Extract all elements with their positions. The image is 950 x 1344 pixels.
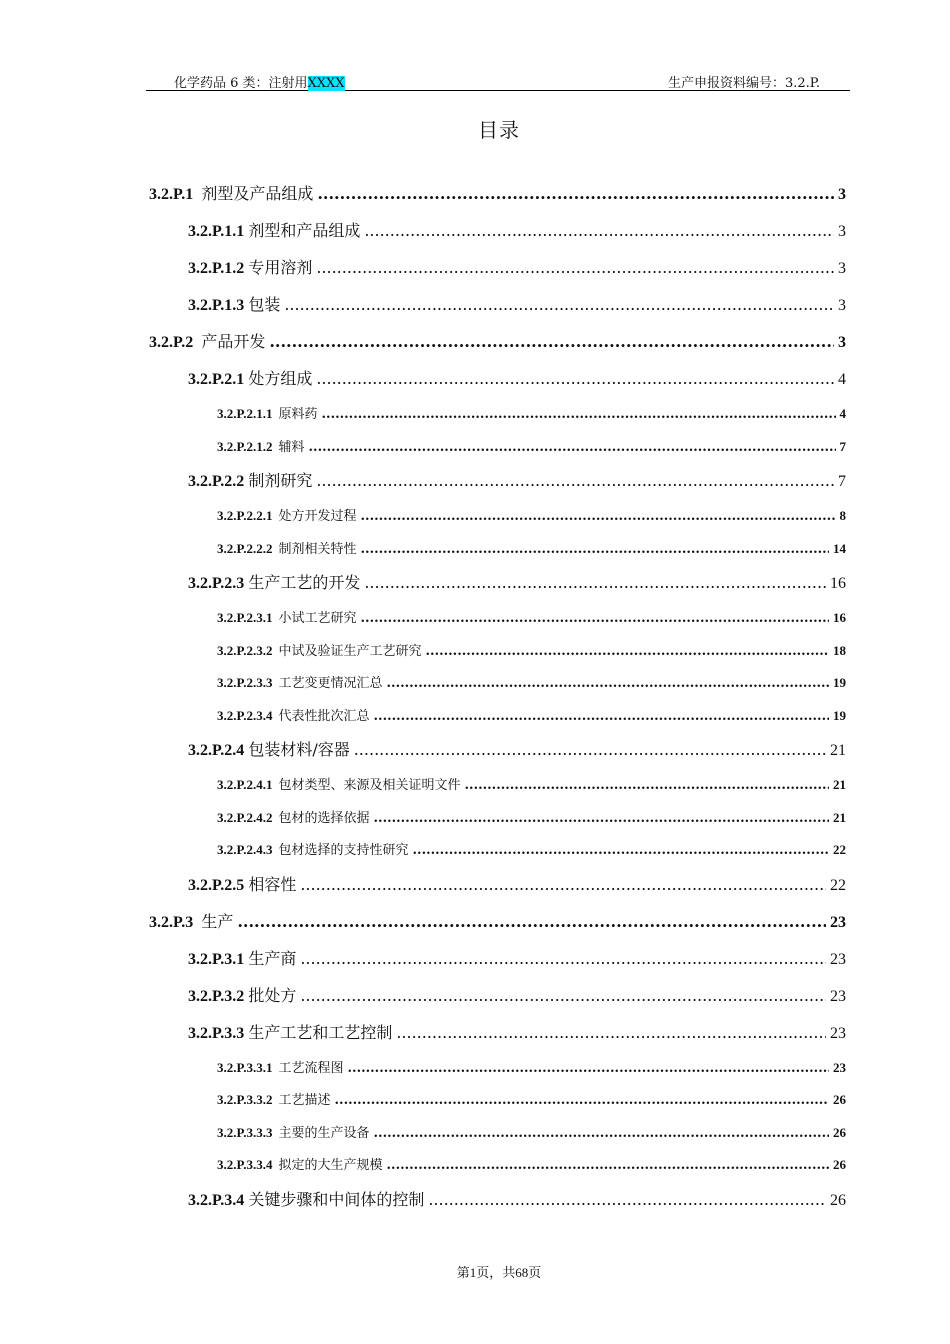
toc-entry-page: 21 — [830, 742, 846, 759]
toc-entry-page: 26 — [833, 1092, 846, 1107]
toc-leader-dots — [374, 709, 829, 724]
toc-entry-title: 制剂研究 — [248, 471, 313, 490]
toc-entry-title: 剂型及产品组成 — [201, 184, 314, 203]
toc-entry-page: 26 — [833, 1124, 846, 1140]
toc-leader-dots — [364, 221, 834, 240]
toc-entry[interactable] — [188, 737, 846, 774]
toc-entry-page: 22 — [833, 842, 846, 857]
toc-entry[interactable] — [188, 468, 846, 505]
toc-entry-page: 3 — [838, 223, 846, 240]
toc-leader-dots — [374, 811, 829, 826]
toc-entry-page: 4 — [838, 371, 846, 388]
toc-entry-page: 18 — [833, 642, 846, 658]
toc-entry-page: 16 — [833, 610, 846, 625]
header-product-name: XXXX — [307, 76, 345, 91]
toc-entry-title: 关键步骤和中间体的控制 — [248, 1189, 425, 1209]
toc-entry-number: 3.2.P.2.3.4 — [217, 707, 273, 723]
toc-entry-page: 3 — [838, 297, 846, 314]
toc-entry-number: 3.2.P.2.2.1 — [217, 508, 273, 523]
toc-entry-number: 3.2.P.2.3.3 — [217, 675, 273, 690]
toc-entry[interactable] — [217, 807, 846, 840]
page-footer: 第1页，共68页 — [456, 1265, 542, 1280]
toc-entry-title: 处方组成 — [248, 369, 313, 388]
toc-leader-dots — [413, 843, 829, 858]
toc-entry-number: 3.2.P.2.4.3 — [217, 842, 273, 857]
toc-entry-page: 23 — [830, 1024, 846, 1042]
toc-entry-number: 3.2.P.3.3 — [188, 1024, 245, 1042]
page-title: 目录 — [478, 118, 520, 142]
toc-leader-dots — [300, 949, 826, 968]
toc-entry-title: 主要的生产设备 — [278, 1125, 370, 1141]
toc-leader-dots — [237, 912, 826, 931]
toc-entry-number: 3.2.P.2.1.2 — [217, 438, 273, 454]
toc-entry-page: 23 — [830, 950, 846, 968]
toc-entry-page: 19 — [833, 707, 846, 723]
toc-entry[interactable] — [188, 872, 846, 909]
toc-entry-page: 7 — [839, 438, 846, 454]
toc-entry-page: 23 — [830, 913, 846, 931]
toc-entry-title: 剂型和产品组成 — [248, 221, 361, 240]
toc-entry-number: 3.2.P.2.1.1 — [217, 406, 273, 421]
toc-entry-title: 包材类型、来源及相关证明文件 — [278, 778, 461, 793]
toc-leader-dots — [317, 184, 834, 203]
toc-entry-number: 3.2.P.2.1 — [188, 371, 245, 388]
toc-entry-page: 22 — [830, 876, 846, 894]
toc-entry[interactable] — [217, 774, 846, 807]
toc-leader-dots — [364, 573, 826, 592]
toc-entry[interactable] — [188, 570, 846, 607]
toc-entry[interactable] — [217, 1089, 846, 1122]
toc-entry-number: 3.2.P.2.3 — [188, 575, 245, 592]
toc-entry-title: 原料药 — [278, 407, 318, 422]
toc-entry[interactable] — [217, 705, 846, 738]
toc-entry[interactable] — [149, 329, 846, 366]
toc-entry-title: 工艺变更情况汇总 — [278, 676, 383, 691]
toc-entry-page: 23 — [833, 1059, 846, 1075]
toc-entry[interactable] — [188, 366, 846, 403]
toc-entry-number: 3.2.P.3.3.3 — [217, 1124, 273, 1140]
toc-entry-title: 批处方 — [248, 985, 297, 1005]
toc-entry-number: 3.2.P.1.2 — [188, 260, 245, 277]
toc-entry-page: 4 — [839, 406, 846, 421]
toc-entry-number: 3.2.P.3 — [149, 913, 194, 931]
toc-leader-dots — [387, 676, 829, 691]
toc-entry[interactable] — [217, 403, 846, 436]
toc-entry-number: 3.2.P.2.3.2 — [217, 642, 273, 658]
toc-entry-number: 3.2.P.3.2 — [188, 987, 245, 1005]
header-left — [174, 72, 345, 91]
toc-entry-title: 生产 — [201, 911, 234, 931]
toc-entry-number: 3.2.P.3.3.1 — [217, 1059, 273, 1075]
toc-entry[interactable] — [217, 505, 846, 538]
toc-entry-title: 包材选择的支持性研究 — [278, 843, 409, 858]
toc-entry-number: 3.2.P.3.1 — [188, 950, 245, 968]
toc-entry-page: 23 — [830, 987, 846, 1005]
toc-entry[interactable] — [149, 909, 846, 946]
toc-entry[interactable] — [188, 218, 846, 255]
toc-entry[interactable] — [149, 181, 846, 218]
toc-entry-number: 3.2.P.1.1 — [188, 223, 245, 240]
toc-leader-dots — [316, 471, 834, 490]
toc-entry-title: 中试及验证生产工艺研究 — [278, 643, 422, 659]
toc-entry-page: 3 — [838, 334, 846, 351]
toc-entry-title: 生产工艺的开发 — [248, 573, 361, 592]
toc-leader-dots — [309, 440, 836, 455]
toc-entry-title: 小试工艺研究 — [278, 611, 357, 626]
toc-entry-title: 包装材料/容器 — [248, 740, 350, 759]
toc-entry-title: 工艺流程图 — [278, 1060, 344, 1076]
toc-leader-dots — [284, 295, 834, 314]
toc-entry[interactable] — [217, 1057, 846, 1090]
toc-entry[interactable] — [217, 1154, 846, 1187]
toc-entry-page: 26 — [830, 1191, 846, 1209]
toc-entry-number: 3.2.P.2.3.1 — [217, 610, 273, 625]
toc-entry-title: 专用溶剂 — [248, 258, 313, 277]
toc-entry[interactable] — [217, 607, 846, 640]
toc-entry-number: 3.2.P.2.5 — [188, 876, 245, 894]
toc-entry[interactable] — [217, 640, 846, 673]
toc-entry-number: 3.2.P.3.3.4 — [217, 1157, 273, 1172]
toc-entry-page: 3 — [838, 186, 846, 203]
toc-entry-title: 工艺描述 — [278, 1093, 331, 1108]
toc-entry-page: 21 — [833, 777, 846, 792]
toc-leader-dots — [426, 644, 829, 659]
toc-leader-dots — [361, 509, 836, 524]
toc-entry-title: 拟定的大生产规模 — [278, 1158, 383, 1173]
toc-entry[interactable] — [217, 538, 846, 571]
toc-leader-dots — [348, 1061, 829, 1076]
toc-entry-number: 3.2.P.2 — [149, 334, 194, 351]
header-doc-type: 化学药品 6 类：注射用 — [174, 76, 308, 91]
toc-entry[interactable] — [188, 292, 846, 329]
toc-entry-title: 处方开发过程 — [278, 509, 357, 524]
toc-entry-page: 26 — [833, 1157, 846, 1172]
toc-entry-page: 14 — [833, 540, 846, 556]
toc-entry[interactable] — [188, 1020, 846, 1057]
toc-entry[interactable] — [188, 983, 846, 1020]
toc-leader-dots — [269, 332, 834, 351]
toc-leader-dots — [354, 740, 826, 759]
toc-entry[interactable] — [188, 946, 846, 983]
toc-entry-number: 3.2.P.3.4 — [188, 1191, 245, 1209]
toc-entry-title: 生产商 — [248, 948, 297, 968]
toc-entry-number: 3.2.P.2.4.2 — [217, 809, 273, 825]
toc-entry-number: 3.2.P.2.2 — [188, 473, 245, 490]
toc-entry[interactable] — [217, 839, 846, 872]
toc-leader-dots — [428, 1190, 826, 1209]
toc-entry-number: 3.2.P.2.4 — [188, 742, 245, 759]
toc-entry-page: 3 — [838, 260, 846, 277]
toc-leader-dots — [361, 542, 829, 557]
header-doc-number: 生产申报资料编号：3.2.P. — [667, 76, 820, 91]
toc-entry[interactable] — [217, 672, 846, 705]
toc-entry-number: 3.2.P.1.3 — [188, 297, 245, 314]
toc-entry-page: 19 — [833, 675, 846, 690]
toc-entry[interactable] — [188, 1187, 846, 1224]
toc-entry-title: 相容性 — [248, 874, 297, 894]
toc-entry-page: 16 — [830, 575, 846, 592]
table-of-contents — [0, 181, 950, 1224]
toc-entry-title: 包装 — [248, 295, 281, 314]
toc-leader-dots — [374, 1126, 829, 1141]
toc-entry-number: 3.2.P.2.2.2 — [217, 540, 273, 556]
toc-entry[interactable] — [188, 255, 846, 292]
toc-entry-title: 制剂相关特性 — [278, 541, 357, 557]
toc-entry-number: 3.2.P.3.3.2 — [217, 1092, 273, 1107]
toc-entry-title: 生产工艺和工艺控制 — [248, 1022, 393, 1042]
toc-entry-page: 7 — [838, 473, 846, 490]
toc-leader-dots — [396, 1023, 826, 1042]
toc-leader-dots — [335, 1093, 829, 1108]
toc-entry-page: 21 — [833, 809, 846, 825]
toc-entry-title: 代表性批次汇总 — [278, 708, 370, 724]
toc-leader-dots — [300, 875, 826, 894]
page-header — [146, 68, 850, 91]
toc-leader-dots — [361, 611, 829, 626]
toc-entry-title: 包材的选择依据 — [278, 810, 370, 826]
toc-leader-dots — [316, 258, 834, 277]
toc-leader-dots — [300, 986, 826, 1005]
toc-entry[interactable] — [217, 1122, 846, 1155]
toc-leader-dots — [465, 778, 829, 793]
toc-entry-title: 产品开发 — [201, 332, 266, 351]
toc-leader-dots — [316, 369, 834, 388]
toc-entry[interactable] — [217, 436, 846, 469]
toc-entry-number: 3.2.P.1 — [149, 186, 194, 203]
toc-entry-number: 3.2.P.2.4.1 — [217, 777, 273, 792]
toc-leader-dots — [322, 407, 836, 422]
toc-entry-title: 辅料 — [278, 439, 305, 455]
toc-entry-page: 8 — [839, 508, 846, 523]
toc-leader-dots — [387, 1158, 829, 1173]
